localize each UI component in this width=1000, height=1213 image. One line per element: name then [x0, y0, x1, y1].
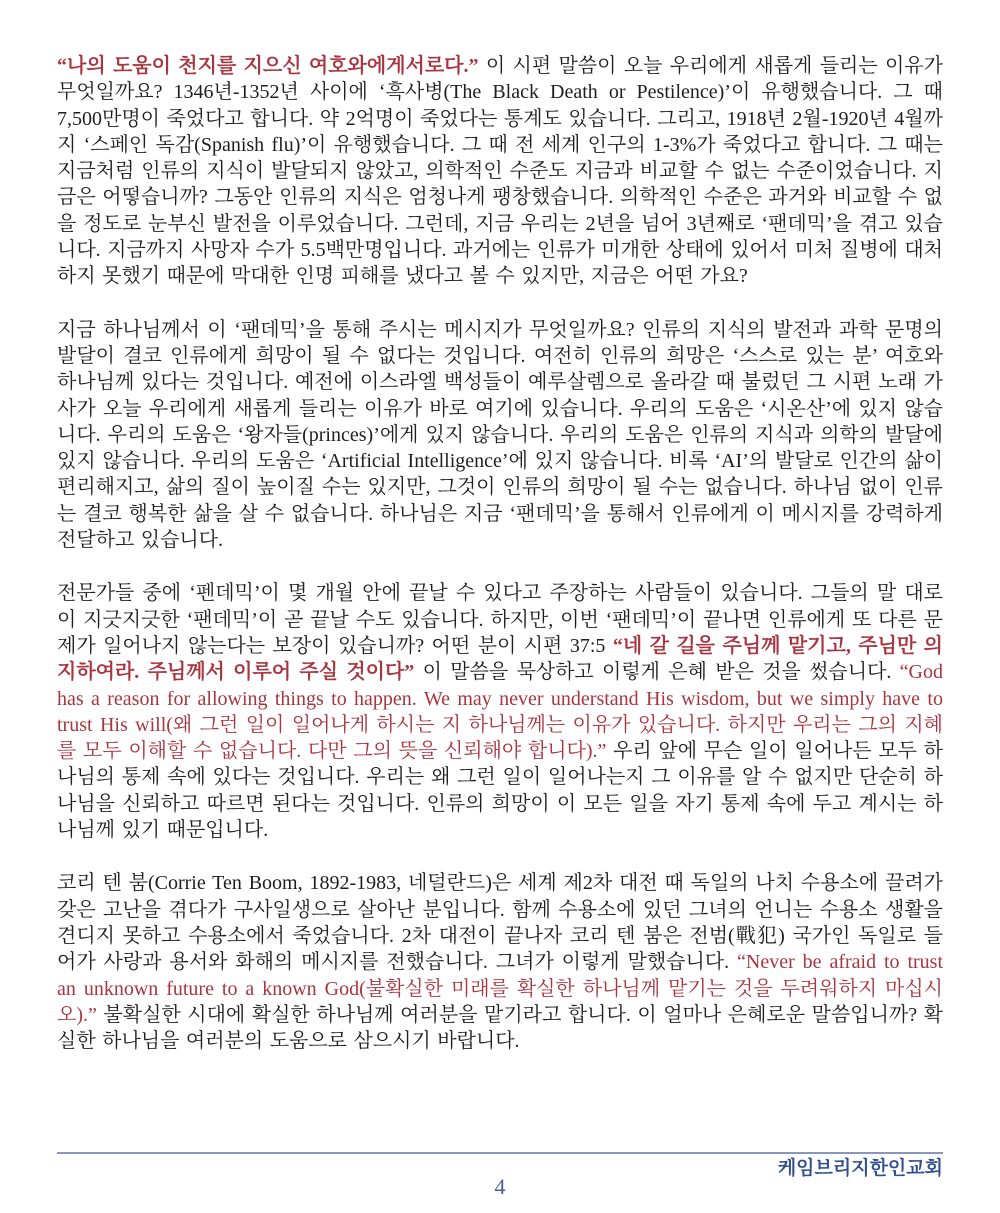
page-number: 4	[494, 1174, 506, 1199]
text-segment-normal: 이 시편 말씀이 오늘 우리에게 새롭게 들리는 이유가 무엇일까요? 1346년-1352년 사이에 ‘흑사병(The Black Death or Pestilence)’이 유행했습니다. 그 때 7,500만명이 죽었다고 합니다. 약 2억명이 죽었다는 통계도 있습니다. 그리고, 1918년 2월-1920년 4월까지 ‘스페인 독감(Spanish flu)’이 유행했습니다. 그 때 전 세계 인구의 1-3%가 죽었다고 합니다. 그 때는 지금처럼 인류의 지식이 발달되지 않았고, 의학적인 수준도 지금과 비교할 수 없는 수준이었습니다. 지금은 어떻습니까? 그동안 인류의 지식은 엄청나게 팽창했습니다. 의학적인 수준은 과거와 비교할 수 없을 정도로 눈부신 발전을 이루었습니다. 그런데, 지금 우리는 2년을 넘어 3년째로 ‘팬데믹’을 겪고 있습니다. 지금까지 사망자 수가 5.5백만명입니다. 과거에는 인류가 미개한 상태에 있어서 미처 질병에 대처하지 못했기 때문에 막대한 인명 피해를 냈다고 볼 수 있지만, 지금은 어떤 가요?	[57, 55, 943, 288]
text-segment-red-bold: “나의 도움이 천지를 지으신 여호와에게서로다.”	[57, 55, 479, 77]
text-segment-red: “Never be afraid to trust an unknown future to a known God(불확실한 미래를 확실한 하나님께 맡기는 것을 두려워하지 마십시오).”	[57, 951, 944, 1026]
text-segment-normal: 이 말씀을 묵상하고 이렇게 은혜 받은 것을 썼습니다.	[414, 661, 900, 684]
text-segment-normal: 우리 앞에 무슨 일이 일어나든 모두 하나님의 통제 속에 있다는 것입니다. 우리는 왜 그런 일이 일어나는지 그 이유를 알 수 없지만 단순히 하나님을 신뢰하고 따르면 된다는 것입니다. 인류의 희망이 이 모든 일을 자기 통제 속에 두고 계시는 하나님께 있기 때문입니다.	[57, 740, 943, 842]
text-segment-normal: 코리 텐 붐(Corrie Ten Boom, 1892-1983, 네덜란드)은 세계 제2차 대전 때 독일의 나치 수용소에 끌려가 갖은 고난을 겪다가 구사일생으로 살아난 분입니다. 함께 수용소에 있던 그녀의 언니는 수용소 생활을 견디지 못하고 수용소에서 죽었습니다. 2차 대전이 끝나자 코리 텐 붐은 전범(戰犯) 국가인 독일로 들어가 사랑과 용서와 화해의 메시지를 전했습니다. 그녀가 이렇게 말했습니다.	[57, 872, 943, 974]
text-segment-normal: 지금 하나님께서 이 ‘팬데믹’을 통해 주시는 메시지가 무엇일까요? 인류의 지식의 발전과 과학 문명의 발달이 결코 인류에게 희망이 될 수 없다는 것입니다. 여전히 인류의 희망은 ‘스스로 있는 분’ 여호와 하나님께 있다는 것입니다. 예전에 이스라엘 백성들이 예루살렘으로 올라갈 때 불렀던 그 시편 노래 가사가 오늘 우리에게 새롭게 들리는 이유가 바로 여기에 있습니다. 우리의 도움은 ‘시온산’에 있지 않습니다. 우리의 도움은 ‘왕자들(princes)’에게 있지 않습니다. 우리의 도움은 인류의 지식과 의학의 발달에 있지 않습니다. 우리의 도움은 ‘Artificial Intelligence’에 있지 않습니다. 비록 ‘AI’의 발달로 인간의 삶이 편리해지고, 삶의 질이 높이질 수는 있지만, 그것이 인류의 희망이 될 수는 없습니다. 하나님 없이 인류는 결코 행복한 삶을 살 수 없습니다. 하나님은 지금 ‘팬데믹’을 통해서 인류에게 이 메시지를 강력하게 전달하고 있습니다.	[57, 318, 943, 552]
text-segment-red-bold: “네 갈 길을 주님께 맡기고, 주님만 의지하여라. 주님께서 이루어 주실 것이다”	[57, 634, 943, 684]
paragraph	[57, 870, 943, 1054]
text-segment-normal: 전문가들 중에 ‘펜데믹’이 몇 개월 안에 끝날 수 있다고 주장하는 사람들이 있습니다. 그들의 말 대로 이 지긋지긋한 ‘팬데믹’이 곧 끝날 수도 있습니다. 하지만, 이번 ‘팬데믹’이 끝나면 인류에게 또 다른 문제가 일어나지 않는다는 보장이 있습니까? 어떤 분이 시편 37:5	[57, 582, 943, 657]
text-segment-red: “God has a reason for allowing things to happen. We may never understand His wisdom, but we simply have to trust His will(왜 그런 일이 일어나게 하시는 지 하나님께는 이유가 있습니다. 하지만 우리는 그의 지혜를 모두 이해할 수 없습니다. 다만 그의 뜻을 신뢰해야 합니다).”	[57, 661, 943, 763]
paragraph	[57, 53, 943, 290]
paragraph	[57, 580, 943, 843]
footer-church-name: 케임브리지한인교회	[777, 1158, 943, 1179]
text-segment-normal: 불확실한 시대에 확실한 하나님께 여러분을 맡기라고 합니다. 이 얼마나 은혜로운 말씀입니까? 확실한 하나님을 여러분의 도움으로 삼으시기 바랍니다.	[57, 1003, 943, 1053]
document-body	[57, 53, 943, 1054]
paragraph	[57, 317, 943, 554]
page-footer	[57, 1152, 943, 1199]
